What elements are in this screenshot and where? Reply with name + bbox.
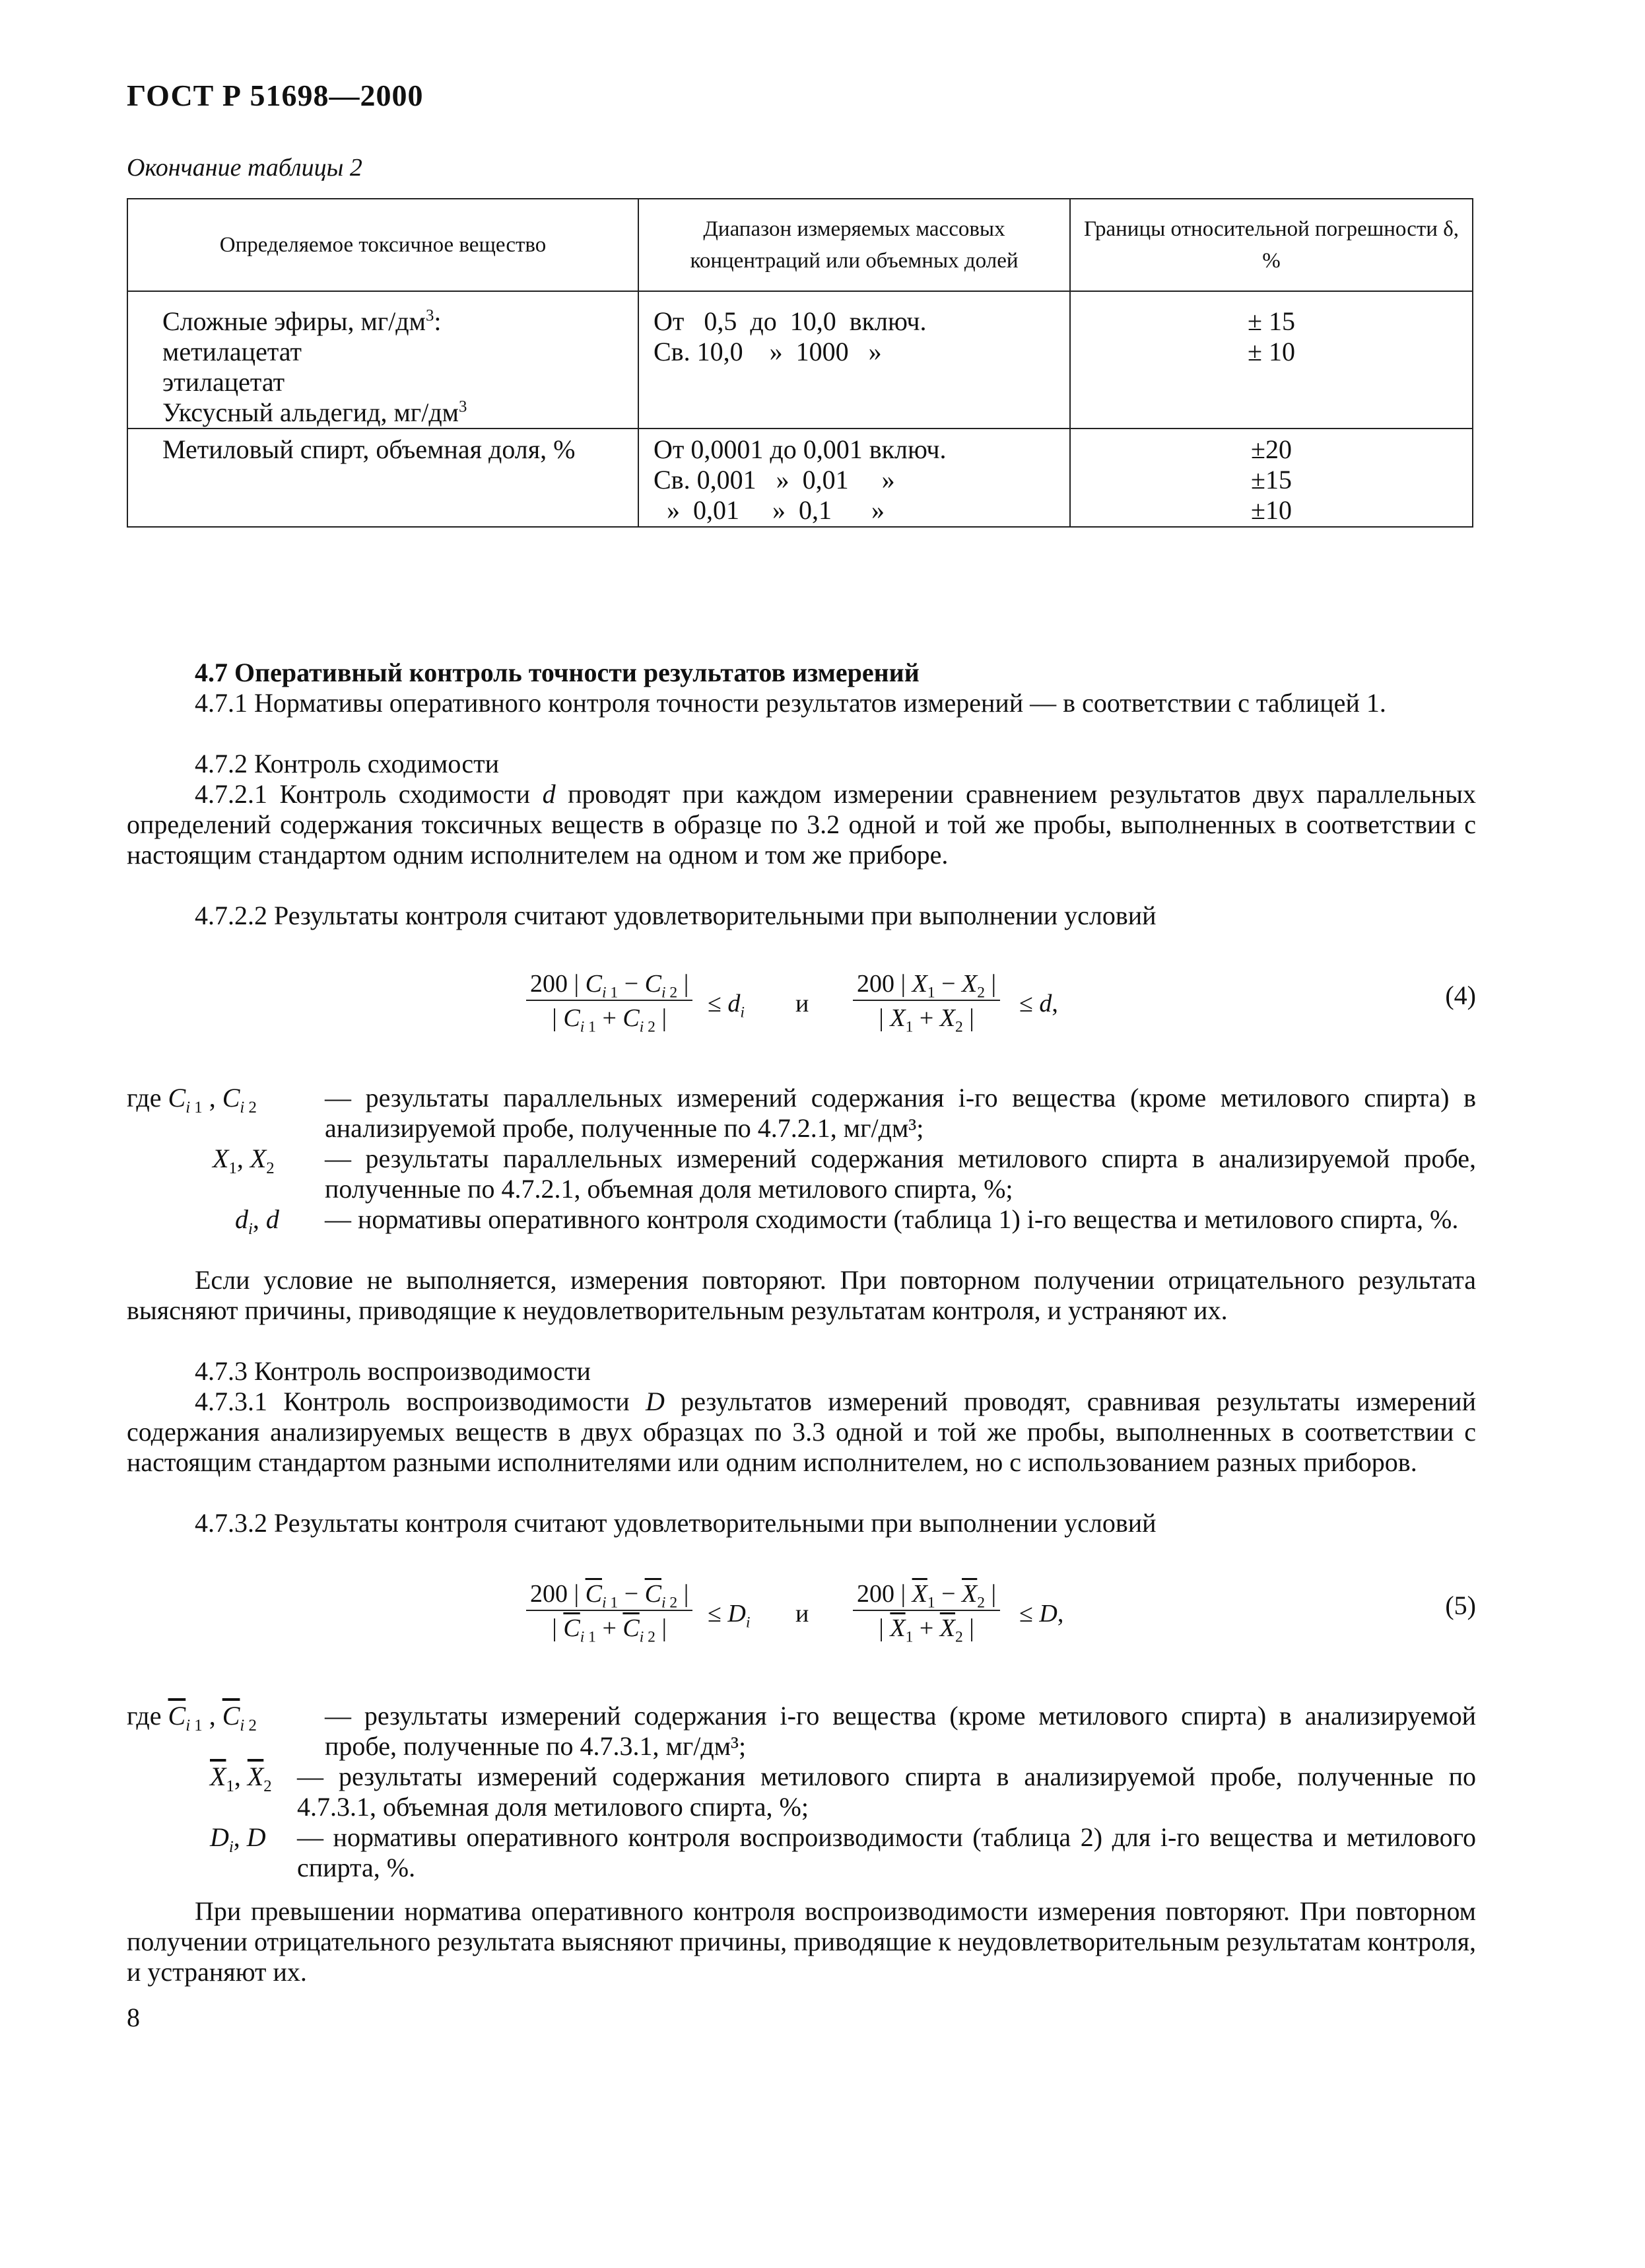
cell-error: ± 15 ± 10 — [1070, 301, 1473, 429]
paragraph-4-7-2-2: 4.7.2.2 Результаты контроля считают удовлетворительными при выполнении условий — [195, 901, 1157, 930]
cell-substance: Метиловый спирт, объемная доля, % — [127, 429, 638, 527]
section-heading: 4.7 Оперативный контроль точности результатов измерений — [195, 658, 920, 687]
document-header: ГОСТ Р 51698—2000 — [127, 79, 424, 112]
column-header-substance: Определяемое токсичное вещество — [127, 199, 638, 291]
equation-number: (5) — [1445, 1591, 1476, 1620]
heading-4-7-2: 4.7.2 Контроль сходимости — [195, 749, 499, 778]
equation-fraction: $\frac{200 | C_{i 1} - C_{i 2} |}{| C_{i 1} + C_{i 2} |}$ — [526, 969, 692, 1033]
table-row — [127, 301, 1473, 429]
cell-substance: Сложные эфиры, $мг/дм^3$: метилацетат этилацетат Уксусный альдегид, $мг/дм^3$ — [127, 301, 638, 429]
toxic-substances-table — [127, 198, 1473, 528]
paragraph-4-7-3-1: 4.7.3.1 Контроль воспроизводимости D результатов измерений проводят, сравнивая результаты измерений содержания анализируемых веществ в двух образцах по 3.3 одной и той же пробы, выполненных в соответствии с настоящим стандартом разными исполнителями или одним исполнителем, но с использованием разных приборов. — [127, 1387, 1476, 1477]
heading-4-7-3: 4.7.3 Контроль воспроизводимости — [195, 1356, 591, 1386]
table-header-row — [127, 199, 1473, 291]
table-row — [127, 429, 1473, 527]
cell-error: ±20 ±15 ±10 — [1070, 429, 1473, 527]
definitions-eq-5: где $\overline{C}_{i 1}$ , $\overline{C}_{i 2}$ — результаты измерений содержания i-го вещества (кроме метилового спирта) в анализируемой пробе, полученные по 4.7.3.1, мг/дм³; $\overline{X}_1$, $\overline{X}_2$ — результаты измерений содержания метилового спирта в анализируемой пробе, полученные по 4.7.3.1, объемная доля метилового спирта, %; $D_i$, D — нормативы оперативного контроля воспроизводимости (таблица 2) для i-го вещества и метилового спирта, %. — [127, 1701, 1476, 1882]
equation-5: $\frac{200 | \overline{C}_{i 1} - \overline{C}_{i 2} |}{| \overline{C}_{i 1} + \overline{C}_{i 2} |}$ ≤ $D_i$ и $\frac{200 | \overline{X}_1 - \overline{X}_2 |}{| \overline{X}_1 + \overline{X}_2 |}$ ≤ D, (5) — [127, 1579, 1476, 1659]
page-number: 8 — [127, 2003, 140, 2032]
paragraph-4-7-2-1: 4.7.2.1 Контроль сходимости d проводят при каждом измерении сравнением результатов двух параллельных определений содержания токсичных веществ в образце по 3.2 одной и той же пробы, выполненных в соответствии с настоящим стандартом одним исполнителем на одном и том же приборе. — [127, 779, 1476, 870]
cell-range: От 0,0001 до 0,001 включ. Св. 0,001 » 0,01 » » 0,01 » 0,1 » — [638, 429, 1070, 527]
paragraph-4-7-3-2: 4.7.3.2 Результаты контроля считают удовлетворительными при выполнении условий — [195, 1508, 1157, 1538]
equation-fraction: $\frac{200 | \overline{X}_1 - \overline{X}_2 |}{| \overline{X}_1 + \overline{X}_2 |}$ — [853, 1579, 1000, 1643]
equation-number: (4) — [1445, 980, 1476, 1010]
equation-fraction: $\frac{200 | \overline{C}_{i 1} - \overline{C}_{i 2} |}{| \overline{C}_{i 1} + \overline{C}_{i 2} |}$ — [526, 1579, 692, 1643]
definitions-eq-4: где $C_{i 1}$ , $C_{i 2}$ — результаты параллельных измерений содержания i-го вещества (кроме метилового спирта) в анализируемой пробе, полученные по 4.7.2.1, мг/дм³; $X_1$, $X_2$ — результаты параллельных измерений содержания метилового спирта в анализируемой пробе, полученные по 4.7.2.1, объемная доля метилового спирта, %; $d_i$, d — нормативы оперативного контроля сходимости (таблица 1) i-го вещества и метилового спирта, %. — [127, 1083, 1476, 1238]
column-header-range: Диапазон измеряемых массовых концентраций или объемных долей — [638, 199, 1070, 291]
equation-fraction: $\frac{200 | X_1 - X_2 |}{| X_1 + X_2 |}$ — [853, 969, 1000, 1033]
paragraph-repeat: Если условие не выполняется, измерения повторяют. При повторном получении отрицательного результата выясняют причины, приводящие к неудовлетворительным результатам контроля, и устраняют их. — [127, 1265, 1476, 1325]
paragraph-final: При превышении норматива оперативного контроля воспроизводимости измерения повторяют. При повторном получении отрицательного результата выясняют причины, приводящие к неудовлетворительным результатам контроля, и устраняют их. — [127, 1896, 1476, 1987]
cell-range: От 0,5 до 10,0 включ. Св. 10,0 » 1000 » — [638, 301, 1070, 429]
equation-4: $\frac{200 | C_{i 1} - C_{i 2} |}{| C_{i 1} + C_{i 2} |}$ ≤ $d_i$ и $\frac{200 | X_1 - X_2 |}{| X_1 + X_2 |}$ ≤ d, (4) — [127, 969, 1476, 1048]
table-caption: Окончание таблицы 2 — [127, 154, 362, 182]
column-header-error: Границы относительной погрешности δ, % — [1070, 199, 1473, 291]
paragraph-4-7-1: 4.7.1 Нормативы оперативного контроля точности результатов измерений — в соответствии с таблицей 1. — [195, 688, 1386, 718]
